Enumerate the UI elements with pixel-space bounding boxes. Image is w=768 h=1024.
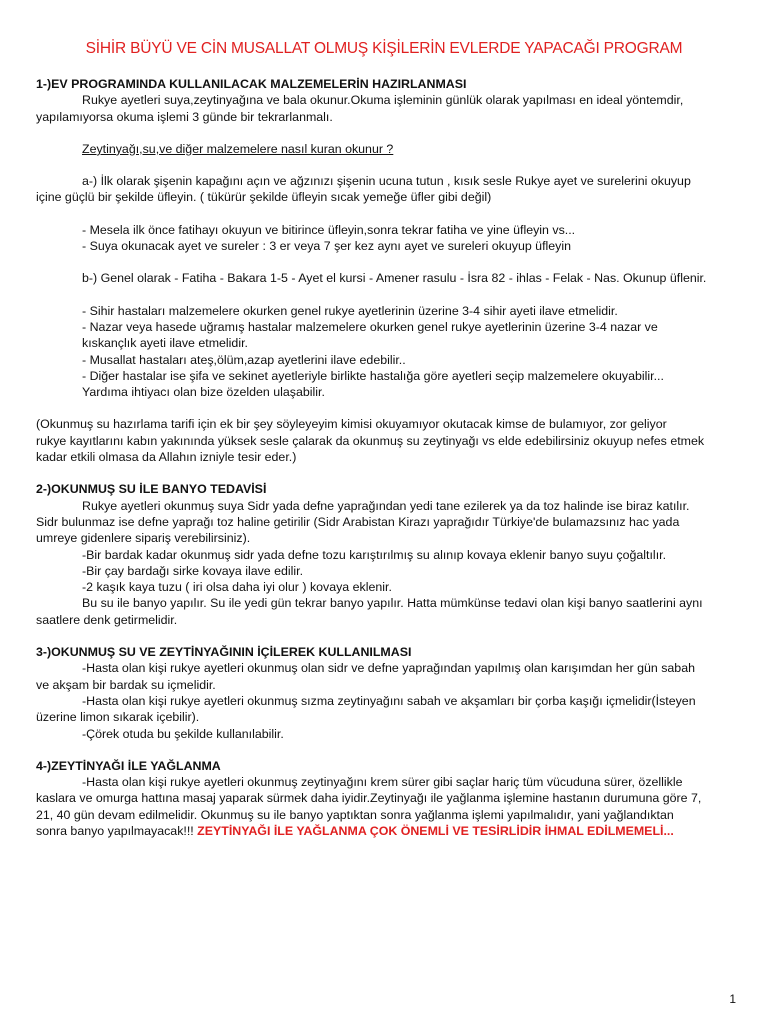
s2-paragraph-line: saatlere denk getirmelidir. [36, 612, 178, 627]
s1-note-line: kadar etkili olmasa da Allahın izniyle tesir eder.) [36, 450, 297, 465]
s2-paragraph-line: Sidr bulunmaz ise defne yaprağı toz haline getirilir (Sidr Arabistan Kirazı yaprağıdır Türkiye'de bulamazsınız hac yada [36, 514, 680, 529]
s3-item: üzerine limon sıkarak içebilir). [36, 710, 200, 725]
s4-line: 21, 40 gün devam edilmelidir. Okunmuş su ile banyo yaptıktan sonra yağlanma işlemi yapılmalıdır, yani yağlandıktan [36, 807, 674, 822]
s1-example: - Suya okunacak ayet ve sureler : 3 er veya 7 şer kez aynı ayet ve sureleri okuyup üfleyin [82, 239, 571, 254]
s1-a-line: a-) İlk olarak şişenin kapağını açın ve ağzınızı şişenin ucuna tutun , kısık sesle Rukye ayet ve surelerini okuyup [82, 174, 691, 189]
s1-bullet: - Nazar veya hasede uğramış hastalar malzemelere okurken genel rukye ayetlerinin üzerine 3-4 nazar ve [82, 319, 658, 334]
s3-item: ve akşam bir bardak su içmelidir. [36, 677, 216, 692]
s3-item: -Çörek otuda bu şekilde kullanılabilir. [82, 726, 284, 741]
s1-note-line: (Okunmuş su hazırlama tarifi için ek bir şey söyleyeyim kimisi okuyamıyor okutacak kimse de bulamıyor, zor geliyor [36, 417, 667, 432]
s2-item: -Bir çay bardağı sirke kovaya ilave edilir. [82, 563, 304, 578]
s2-item: -2 kaşık kaya tuzu ( iri olsa daha iyi olur ) kovaya eklenir. [82, 580, 392, 595]
page-number: 1 [729, 992, 736, 1006]
document-title: SİHİR BÜYÜ VE CİN MUSALLAT OLMUŞ KİŞİLERİN EVLERDE YAPACAĞI PROGRAM [85, 40, 683, 57]
s4-line: kaslara ve omurga hattına masaj yaparak sürmek daha iyidir.Zeytinyağı ile yağlanma işlemine hastanın durumuna göre 7, [36, 791, 702, 806]
s1-bullet: - Musallat hastaları ateş,ölüm,azap ayetlerini ilave edebilir.. [82, 352, 406, 367]
s4-line: -Hasta olan kişi rukye ayetleri okunmuş zeytinyağını krem sürer gibi saçlar hariç tüm vücuduna sürer, özellikle [82, 775, 683, 790]
s1-example: - Mesela ilk önce fatihayı okuyun ve bitirince üfleyin,sonra tekrar fatiha ve yine üfleyin vs... [82, 222, 576, 237]
s1-bullet: - Sihir hastaları malzemelere okurken genel rukye ayetlerinin üzerine 3-4 sihir ayeti ilave etmelidir. [82, 303, 618, 318]
section-4-heading: 4-)ZEYTİNYAĞI İLE YAĞLANMA [36, 758, 221, 773]
s1-bullet: - Diğer hastalar ise şifa ve sekinet ayetleriyle birlikte hastalığa göre ayetleri seçip malzemelere okuyabilir... [82, 368, 664, 383]
s2-paragraph-line: Rukye ayetleri okunmuş suya Sidr yada defne yaprağından yedi tane ezilerek ya da toz halinde ise biraz katılır. [82, 498, 690, 513]
s1-b-line: b-) Genel olarak - Fatiha - Bakara 1-5 - Ayet el kursi - Amener rasulu - İsra 82 - ihlas - Felak - Nas. Okunup üflenir. [82, 271, 707, 286]
s4-line: sonra banyo yapılmayacak!!! [36, 823, 198, 838]
s2-paragraph-line: umreye gidenlere sipariş verebilirsiniz). [36, 531, 251, 546]
s1-bullet: kıskançlık ayeti ilave etmelidir. [82, 336, 248, 351]
document-body [36, 76, 734, 839]
s4-warning: ZEYTİNYAĞI İLE YAĞLANMA ÇOK ÖNEMLİ VE TESİRLİDİR İHMAL EDİLMEMELİ... [197, 823, 674, 838]
s1-note-line: rukye kayıtlarını kabın yakınında yüksek sesle çalarak da okunmuş su zeytinyağı vs elde edebilirsiniz okuyup nefes etmek [36, 433, 705, 448]
section-3-heading: 3-)OKUNMUŞ SU VE ZEYTİNYAĞININ İÇİLEREK KULLANILMASI [36, 645, 412, 660]
s1-a-line: içine güçlü bir şekilde üfleyin. ( tükürür şekilde üfleyin sıcak yemeğe üfler gibi değil) [36, 190, 492, 205]
s3-item: -Hasta olan kişi rukye ayetleri okunmuş olan sidr ve defne yaprağından yapılmış olan karışımdan her gün sabah [82, 661, 695, 676]
s2-item: -Bir bardak kadar okunmuş sidr yada defne tozu karıştırılmış su alınıp kovaya eklenir banyo suyu çoğaltılır. [82, 547, 667, 562]
s2-paragraph-line: Bu su ile banyo yapılır. Su ile yedi gün tekrar banyo yapılır. Hatta mümkünse tedavi olan kişi banyo saatlerini aynı [82, 596, 703, 611]
s1-intro-line: Rukye ayetleri suya,zeytinyağına ve bala okunur.Okuma işleminin günlük olarak yapılması en ideal yöntemdir, [82, 93, 684, 108]
section-2-heading: 2-)OKUNMUŞ SU İLE BANYO TEDAVİSİ [36, 482, 267, 497]
s1-intro-line: yapılamıyorsa okuma işlemi 3 günde bir tekrarlanmalı. [36, 109, 333, 124]
s1-help-line: Yardıma ihtiyacı olan bize özelden ulaşabilir. [82, 385, 325, 400]
s3-item: -Hasta olan kişi rukye ayetleri okunmuş sızma zeytinyağını sabah ve akşamları bir çorba kaşığı içmelidir(İsteyen [82, 693, 696, 708]
s1-question: Zeytinyağı,su,ve diğer malzemelere nasıl kuran okunur ? [82, 141, 394, 156]
section-1-heading: 1-)EV PROGRAMINDA KULLANILACAK MALZEMELERİN HAZIRLANMASI [36, 77, 467, 91]
